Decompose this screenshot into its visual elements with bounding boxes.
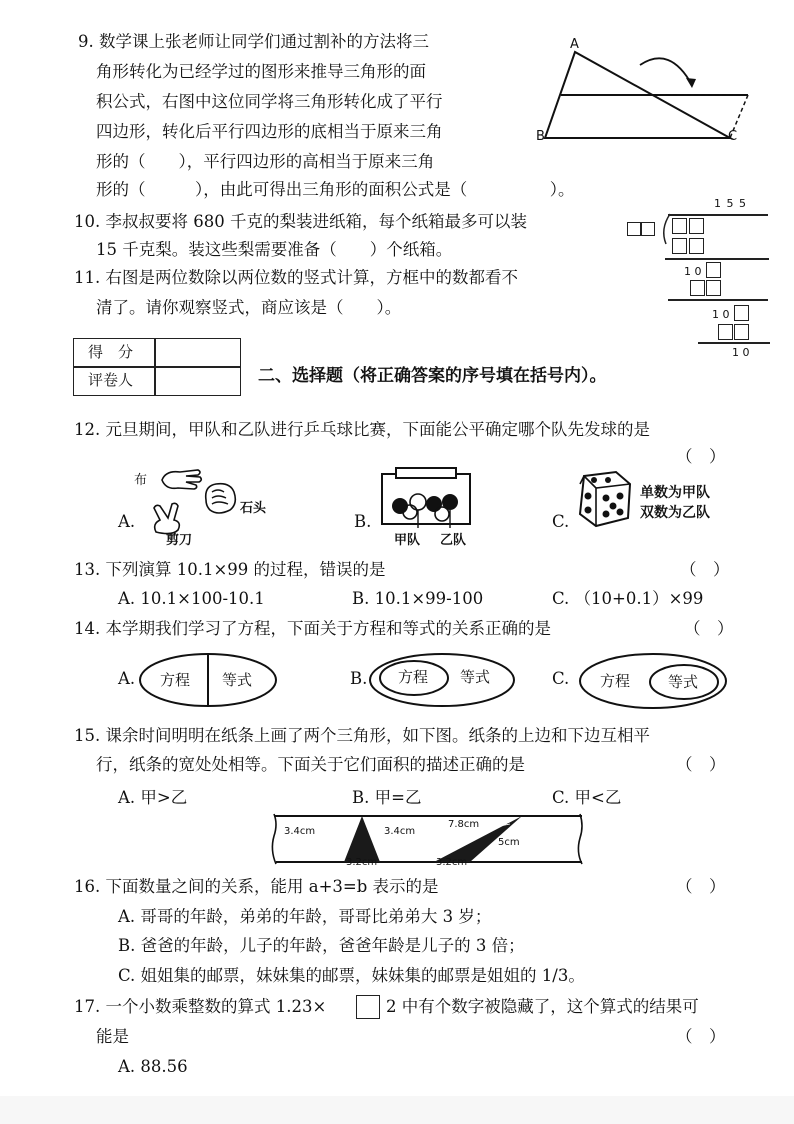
q10-line2: 15 千克梨。装这些梨需要准备（ ）个纸箱。 bbox=[96, 240, 453, 259]
q14-b-diagram bbox=[368, 652, 516, 708]
dice-icon bbox=[572, 468, 634, 530]
q14-paren[interactable]: （ ） bbox=[684, 619, 734, 638]
q15-label-b1: 3.2cm bbox=[346, 857, 378, 868]
q14-option-c[interactable]: C. bbox=[552, 669, 570, 688]
q9-line2: 角形转化为已经学过的图形来推导三角形的面 bbox=[96, 62, 426, 81]
q10-line1: 10. 李叔叔要将 680 千克的梨装进纸箱，每个纸箱最多可以装 bbox=[74, 212, 527, 231]
q11-line1: 11. 右图是两位数除以两位数的竖式计算，方框中的数都看不 bbox=[74, 268, 518, 287]
q12-option-b[interactable]: B. bbox=[354, 512, 372, 531]
q9-label-a: A bbox=[570, 37, 579, 52]
label-stone: 石头 bbox=[240, 501, 267, 516]
ball-box-icon bbox=[378, 466, 474, 528]
q9-line4: 四边形，转化后平行四边形的底相当于原来三角 bbox=[96, 122, 443, 141]
q16-option-a[interactable]: A. 哥哥的年龄，弟弟的年龄，哥哥比弟弟大 3 岁； bbox=[118, 907, 492, 926]
q14-a-diagram bbox=[138, 652, 278, 708]
division-r2: 1 0 bbox=[712, 308, 730, 321]
hand-cloth-icon bbox=[160, 466, 204, 494]
q15-label-l1: 3.4cm bbox=[284, 826, 316, 837]
score-table bbox=[73, 338, 241, 396]
q14-a-dengshi: 等式 bbox=[222, 671, 253, 689]
q15-label-l2: 3.4cm bbox=[384, 826, 416, 837]
q15-paren[interactable]: （ ） bbox=[676, 755, 726, 774]
q14-c-dengshi: 等式 bbox=[668, 673, 699, 691]
q17-line2: 能是 bbox=[96, 1027, 129, 1046]
q14-b-fangcheng: 方程 bbox=[398, 668, 429, 686]
q9-line1: 9. 数学课上张老师让同学们通过割补的方法将三 bbox=[78, 32, 429, 51]
q15-label-l4: 5cm bbox=[498, 837, 520, 848]
q13-stem: 13. 下列演算 10.1×99 的过程，错误的是 bbox=[74, 560, 386, 579]
q14-a-fangcheng: 方程 bbox=[160, 671, 191, 689]
q16-option-c[interactable]: C. 姐姐集的邮票，妹妹集的邮票，妹妹集的邮票是姐姐的 1/3。 bbox=[118, 966, 585, 985]
q14-c-fangcheng: 方程 bbox=[600, 672, 631, 690]
q16-option-b[interactable]: B. 爸爸的年龄，儿子的年龄，爸爸年龄是儿子的 3 倍； bbox=[118, 936, 525, 955]
division-r1: 1 0 bbox=[684, 265, 702, 278]
label-scissors: 剪刀 bbox=[166, 533, 193, 548]
q14-option-b[interactable]: B. bbox=[350, 669, 368, 688]
q9-line6: 形的（ ），由此可得出三角形的面积公式是（ ）。 bbox=[96, 180, 575, 199]
q16-stem: 16. 下面数量之间的关系，能用 a+3=b 表示的是 bbox=[74, 877, 439, 896]
q17-paren[interactable]: （ ） bbox=[676, 1027, 726, 1046]
grader-label: 评卷人 bbox=[88, 371, 134, 389]
q15-line2: 行，纸条的宽处处相等。下面关于它们面积的描述正确的是 bbox=[96, 755, 525, 774]
hand-scissors-icon bbox=[150, 502, 194, 536]
score-label: 得 分 bbox=[88, 343, 134, 361]
q12-stem: 12. 元旦期间，甲队和乙队进行乒乓球比赛，下面能公平确定哪个队先发球的是 bbox=[74, 420, 650, 439]
section2-title: 二、选择题（将正确答案的序号填在括号内）。 bbox=[258, 366, 607, 386]
q9-line3: 积公式，右图中这位同学将三角形转化成了平行 bbox=[96, 92, 443, 111]
q17-option-a[interactable]: A. 88.56 bbox=[118, 1057, 188, 1076]
q12-option-c[interactable]: C. bbox=[552, 512, 570, 531]
q13-option-b[interactable]: B. 10.1×99-100 bbox=[352, 589, 484, 608]
q15-label-b2: 3.2cm bbox=[436, 857, 468, 868]
label-cloth: 布 bbox=[134, 473, 148, 488]
q13-paren[interactable]: （ ） bbox=[680, 560, 730, 579]
division-remainder: 1 0 bbox=[732, 346, 750, 359]
q15-line1: 15. 课余时间明明在纸条上画了两个三角形，如下图。纸条的上边和下边互相平 bbox=[74, 726, 650, 745]
dice-text-odd: 单数为甲队 bbox=[640, 485, 710, 501]
q15-option-c[interactable]: C. 甲<乙 bbox=[552, 788, 622, 807]
q12-paren[interactable]: （ ） bbox=[676, 447, 726, 466]
label-jia-team: 甲队 bbox=[394, 533, 421, 548]
q17-stem-part1: 17. 一个小数乘整数的算式 1.23× bbox=[74, 997, 327, 1016]
q9-line5: 形的（ ），平行四边形的高相当于原来三角 bbox=[96, 152, 435, 171]
q17-hidden-digit-box[interactable] bbox=[356, 995, 380, 1019]
q14-option-a[interactable]: A. bbox=[118, 669, 136, 688]
hand-stone-icon bbox=[200, 478, 240, 518]
q13-option-a[interactable]: A. 10.1×100-10.1 bbox=[118, 589, 265, 608]
dice-text-even: 双数为乙队 bbox=[640, 505, 710, 521]
q15-option-b[interactable]: B. 甲=乙 bbox=[352, 788, 422, 807]
q16-paren[interactable]: （ ） bbox=[676, 877, 726, 896]
q13-option-c[interactable]: C. （10+0.1）×99 bbox=[552, 589, 704, 608]
q12-option-a[interactable]: A. bbox=[118, 512, 136, 531]
label-yi-team: 乙队 bbox=[440, 533, 467, 548]
q15-label-l3: 7.8cm bbox=[448, 819, 480, 830]
division-quotient: 1 5 5 bbox=[714, 197, 747, 210]
q9-triangle-figure bbox=[530, 30, 760, 150]
q14-b-dengshi: 等式 bbox=[460, 668, 491, 686]
q9-label-b: B bbox=[536, 129, 545, 144]
q17-stem-part2: 2 中有个数字被隐藏了，这个算式的结果可 bbox=[386, 997, 699, 1016]
q14-stem: 14. 本学期我们学习了方程，下面关于方程和等式的关系正确的是 bbox=[74, 619, 551, 638]
page-bottom-strip bbox=[0, 1096, 794, 1124]
q15-paper-strip-figure bbox=[270, 810, 586, 868]
q15-option-a[interactable]: A. 甲>乙 bbox=[118, 788, 188, 807]
q9-label-c: C bbox=[728, 129, 738, 144]
q11-line2: 清了。请你观察竖式，商应该是（ ）。 bbox=[96, 298, 402, 317]
